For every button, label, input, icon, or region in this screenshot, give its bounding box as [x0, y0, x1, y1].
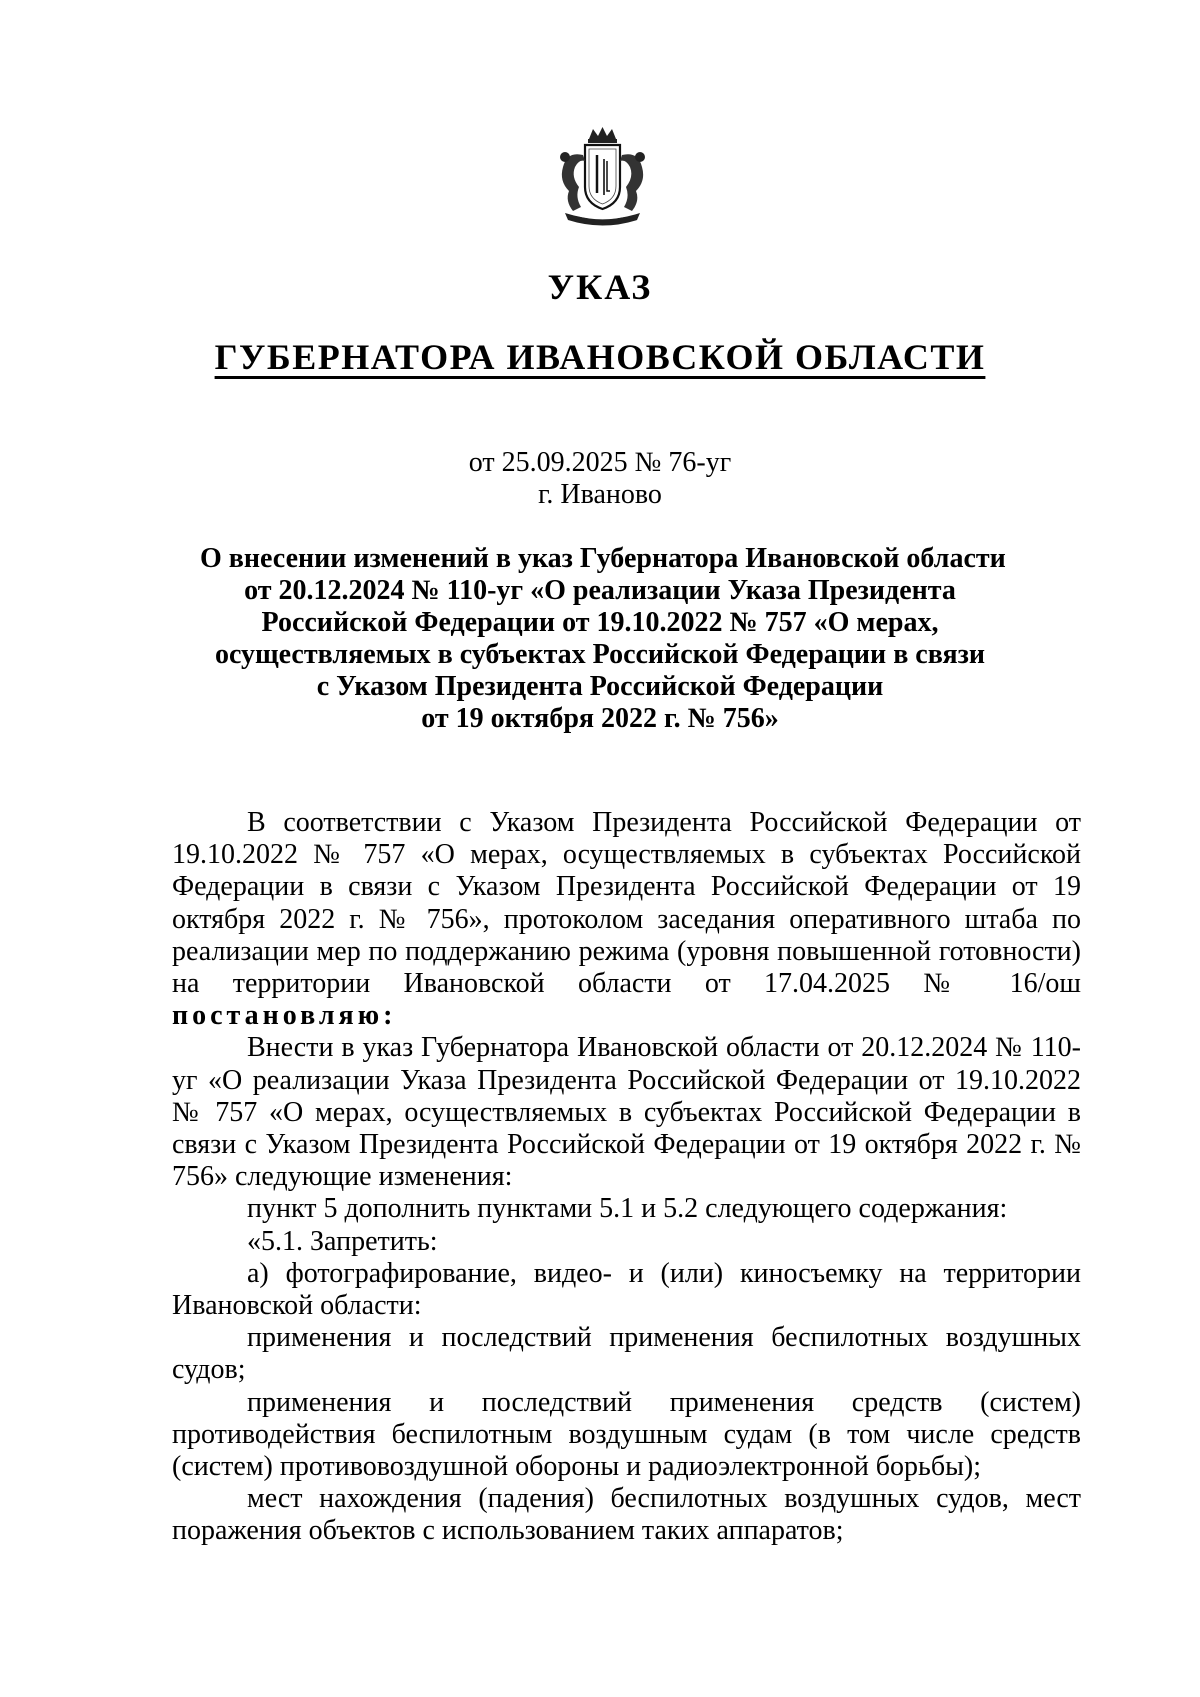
heading-line: от 20.12.2024 № 110-уг «О реализации Указа Президента [244, 575, 956, 606]
heading-line: с Указом Президента Российской Федерации [316, 671, 884, 702]
body-paragraph: Внести в указ Губернатора Ивановской области от 20.12.2024 № 110-уг «О реализации Указа Президента Российской Федерации от 19.10.2022 № 757 «О мерах, осуществляемых в субъектах Российской Федерации в связи с Указом Президента Российской Федерации от 19 октября 2022 г. № 756» следующие изменения: [172, 1032, 1081, 1193]
document-heading [200, 543, 1006, 735]
city-name: г. Иваново [538, 479, 662, 510]
heading-line: осуществляемых в субъектах Российской Федерации в связи [214, 639, 986, 670]
body-paragraph: пункт 5 дополнить пунктами 5.1 и 5.2 следующего содержания: [247, 1193, 1008, 1225]
decree-keyword: постановляю: [172, 1000, 397, 1032]
preamble-paragraph [172, 807, 1081, 1032]
coat-of-arms-emblem [555, 125, 650, 230]
preamble-text: В соответствии с Указом Президента Российской Федерации от 19.10.2022 № 757 «О мерах, осуществляемых в субъектах Российской Федерации в связи с Указом Президента Российской Федерации от 19 октября 2022 г. № 756», протоколом заседания оперативного штаба по реализации мер по поддержанию режима (уровня повышенной готовности) на территории Ивановской области от 17.04.2025 № 16/ош [172, 807, 1081, 1000]
heading-line: от 19 октября 2022 г. № 756» [421, 703, 779, 734]
heading-line: О внесении изменений в указ Губернатора Ивановской области [200, 543, 1006, 574]
document-type-title: УКАЗ [547, 267, 653, 307]
date-and-number: от 25.09.2025 № 76-уг [468, 447, 732, 478]
document-body [172, 807, 1081, 1548]
heading-line: Российской Федерации от 19.10.2022 № 757 «О мерах, [261, 607, 939, 638]
body-paragraph: применения и последствий применения средств (систем) противодействия беспилотным воздушным судам (в том числе средств (систем) противовоздушной обороны и радиоэлектронной борьбы); [172, 1386, 1081, 1483]
body-paragraph: мест нахождения (падения) беспилотных воздушных судов, мест поражения объектов с использованием таких аппаратов; [172, 1483, 1081, 1547]
issuer-title [0, 336, 1200, 378]
body-paragraph: а) фотографирование, видео- и (или) киносъемку на территории Ивановской области: [172, 1257, 1081, 1322]
issuer-title-text: ГУБЕРНАТОРА ИВАНОВСКОЙ ОБЛАСТИ [214, 337, 986, 377]
body-paragraph: «5.1. Запретить: [247, 1225, 438, 1257]
body-paragraph: применения и последствий применения беспилотных воздушных судов; [172, 1322, 1081, 1386]
